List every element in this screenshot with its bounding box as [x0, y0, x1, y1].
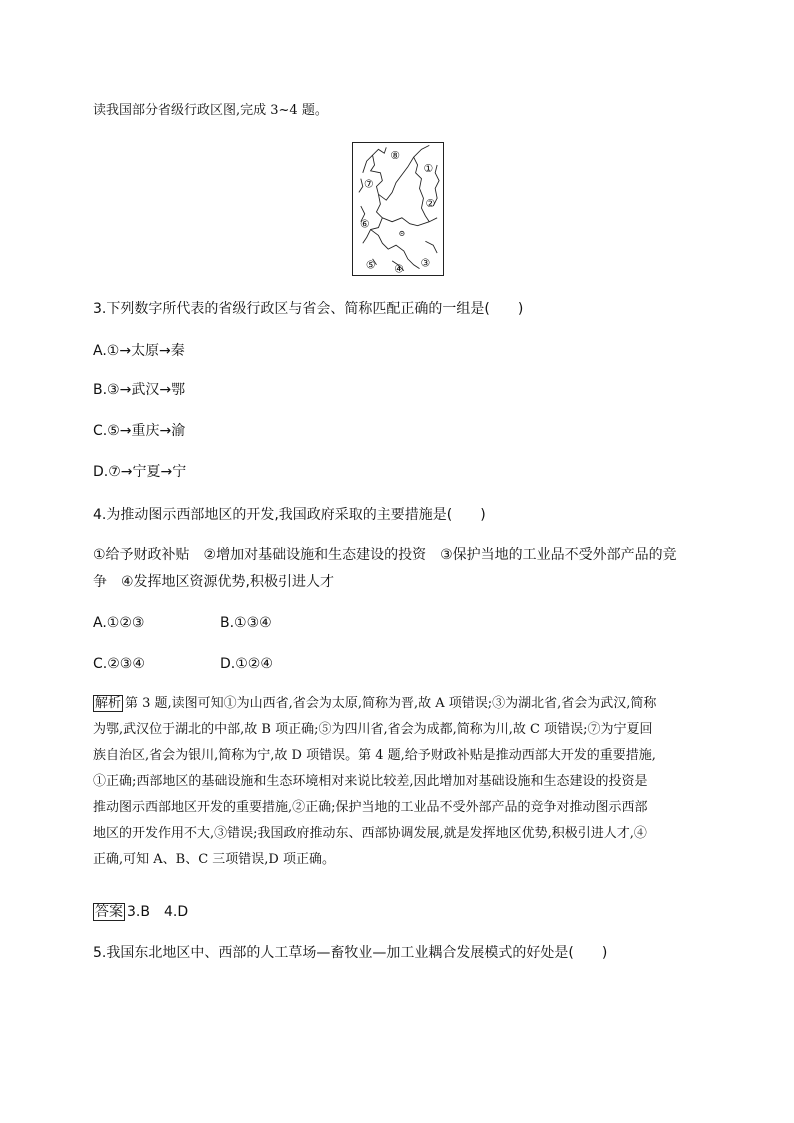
intro-text: 读我国部分省级行政区图,完成 3~4 题。 [93, 103, 328, 118]
map-label-2: ② [425, 197, 436, 211]
question-4-statements-line-2: 争 ④发挥地区资源优势,积极引进人才 [93, 574, 334, 590]
question-4-option-a: A.①②③ [93, 615, 145, 631]
analysis-line-7: 正确,可知 A、B、C 三项错误,D 项正确。 [93, 852, 335, 867]
question-3-option-a: A.①→太原→秦 [93, 343, 185, 359]
answer-tag: 答案 [95, 904, 123, 920]
analysis-line-6: 地区的开发作用不大,③错误;我国政府推动东、西部协调发展,就是发挥地区优势,积极引进人才,④ [93, 826, 647, 841]
analysis-block [93, 691, 693, 873]
analysis-line-3: 族自治区,省会为银川,简称为宁,故 D 项错误。第 4 题,给予财政补贴是推动西部大开发的重要措施, [93, 748, 656, 763]
question-4-option-d: D.①②④ [220, 656, 273, 672]
question-5-stem: 5.我国东北地区中、西部的人工草场—畜牧业—加工业耦合发展模式的好处是( ) [93, 945, 608, 961]
question-3-option-b: B.③→武汉→鄂 [93, 382, 186, 398]
analysis-line-4: ①正确;西部地区的基础设施和生态环境相对来说比较差,因此增加对基础设施和生态建设的投资是 [93, 774, 648, 789]
map-label-4: ④ [394, 262, 404, 275]
map-label-5: ⑤ [365, 258, 376, 272]
analysis-tag: 解析 [95, 696, 122, 711]
province-map-drawing [353, 143, 443, 275]
answer-text: 3.B 4.D [127, 904, 189, 920]
question-4-stem: 4.为推动图示西部地区的开发,我国政府采取的主要措施是( ) [93, 507, 486, 523]
question-3-option-c: C.⑤→重庆→渝 [93, 423, 186, 439]
map-label-7: ⑦ [363, 177, 374, 191]
question-3-stem: 3.下列数字所代表的省级行政区与省会、简称匹配正确的一组是( ) [93, 301, 524, 317]
map-label-3: ③ [420, 256, 431, 270]
map-label-8: ⑧ [390, 149, 400, 163]
question-3-option-d: D.⑦→宁夏→宁 [93, 464, 187, 480]
map-label-6: ⑥ [359, 217, 370, 231]
question-4-statements-line-1: ①给予财政补贴 ②增加对基础设施和生态建设的投资 ③保护当地的工业品不受外部产品的竞 [93, 547, 677, 563]
analysis-line-1: 解析 第 3 题,读图可知①为山西省,省会为太原,简称为晋,故 A 项错误;③为湖北省,省会为武汉,简称 [95, 696, 657, 711]
analysis-line-5: 推动图示西部地区开发的重要措施,②正确;保护当地的工业品不受外部产品的竞争对推动图示西部 [93, 800, 648, 815]
question-4-option-c: C.②③④ [93, 656, 145, 672]
map-label-1: ① [423, 161, 434, 175]
province-map [352, 142, 444, 276]
question-4-option-b: B.①③④ [220, 615, 272, 631]
answer-line [93, 902, 188, 922]
analysis-line-2: 为鄂,武汉位于湖北的中部,故 B 项正确;⑤为四川省,省会为成都,简称为川,故 C 项错误;⑦为宁夏回 [93, 722, 653, 737]
